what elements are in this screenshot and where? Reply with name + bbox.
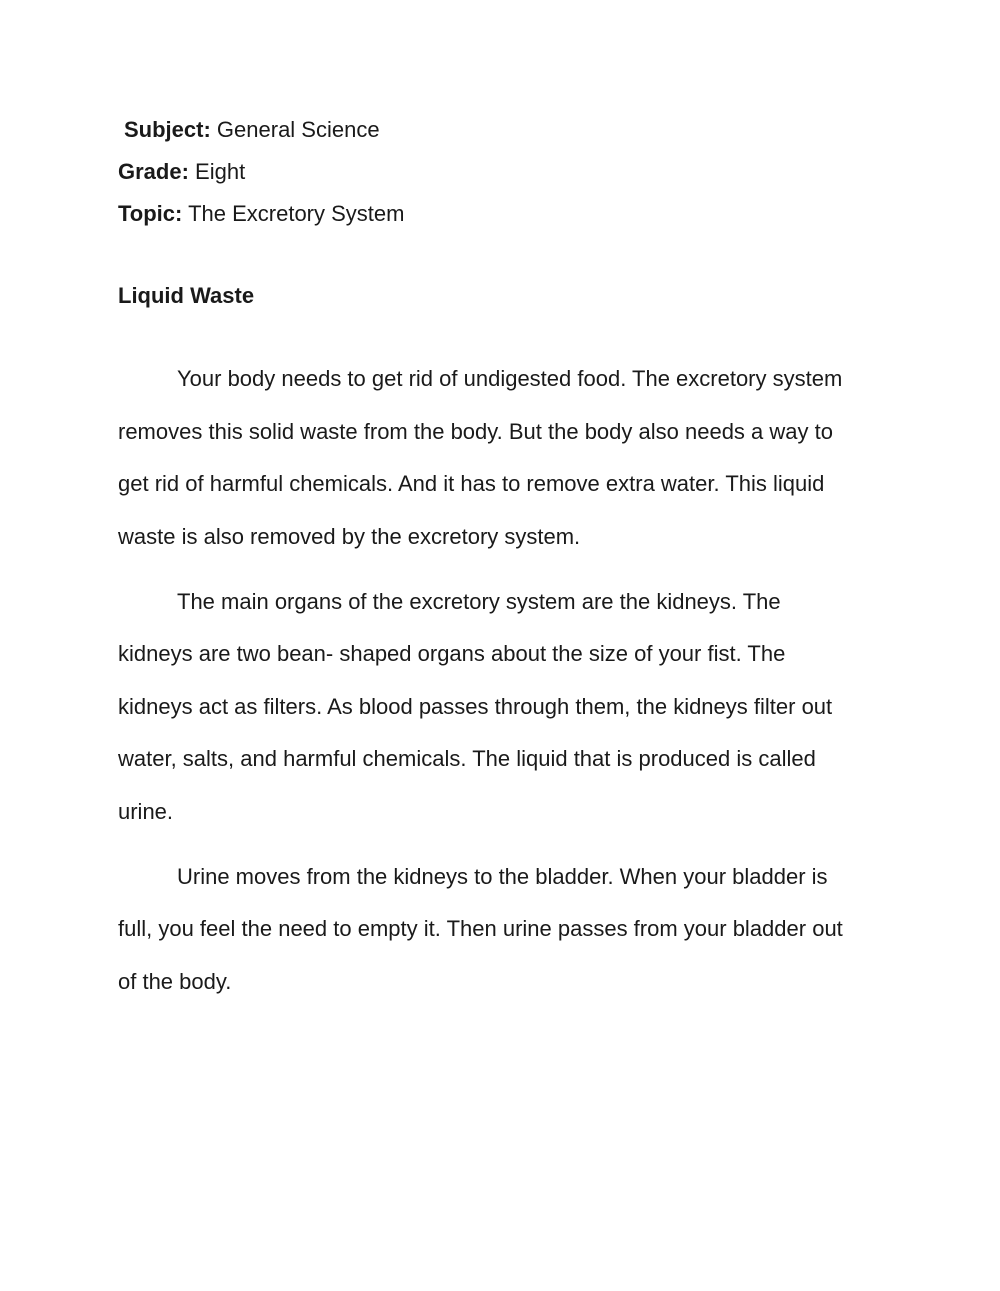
topic-line	[118, 201, 404, 227]
section-heading: Liquid Waste	[118, 283, 255, 308]
topic-label: Topic:	[118, 201, 183, 226]
topic-value: The Excretory System	[188, 201, 405, 226]
paragraph-1-line-3: get rid of harmful chemicals. And it has to remove extra water. This liquid	[118, 471, 825, 496]
paragraph-2-line-5: urine.	[118, 799, 174, 824]
grade-line	[118, 159, 245, 185]
grade-value: Eight	[195, 159, 246, 184]
subject-line	[124, 117, 380, 143]
paragraph-3-line-2: full, you feel the need to empty it. Then urine passes from your bladder out	[118, 916, 843, 941]
paragraph-3-line-3: of the body.	[118, 969, 232, 994]
grade-label: Grade:	[118, 159, 189, 184]
paragraph-2-line-4: water, salts, and harmful chemicals. The liquid that is produced is called	[118, 746, 816, 771]
paragraph-1-line-4: waste is also removed by the excretory system.	[118, 524, 581, 549]
paragraph-2-line-1: The main organs of the excretory system are the kidneys. The	[177, 589, 781, 614]
paragraph-1-line-2: removes this solid waste from the body. But the body also needs a way to	[118, 419, 833, 444]
paragraph-2-line-3: kidneys act as filters. As blood passes through them, the kidneys filter out	[118, 694, 833, 719]
paragraph-1-line-1: Your body needs to get rid of undigested food. The excretory system	[177, 366, 843, 391]
subject-value: General Science	[216, 117, 380, 142]
paragraph-2-line-2: kidneys are two bean- shaped organs about the size of your fist. The	[118, 641, 786, 666]
subject-label: Subject:	[124, 117, 211, 142]
paragraph-3-line-1: Urine moves from the kidneys to the bladder. When your bladder is	[177, 864, 828, 889]
